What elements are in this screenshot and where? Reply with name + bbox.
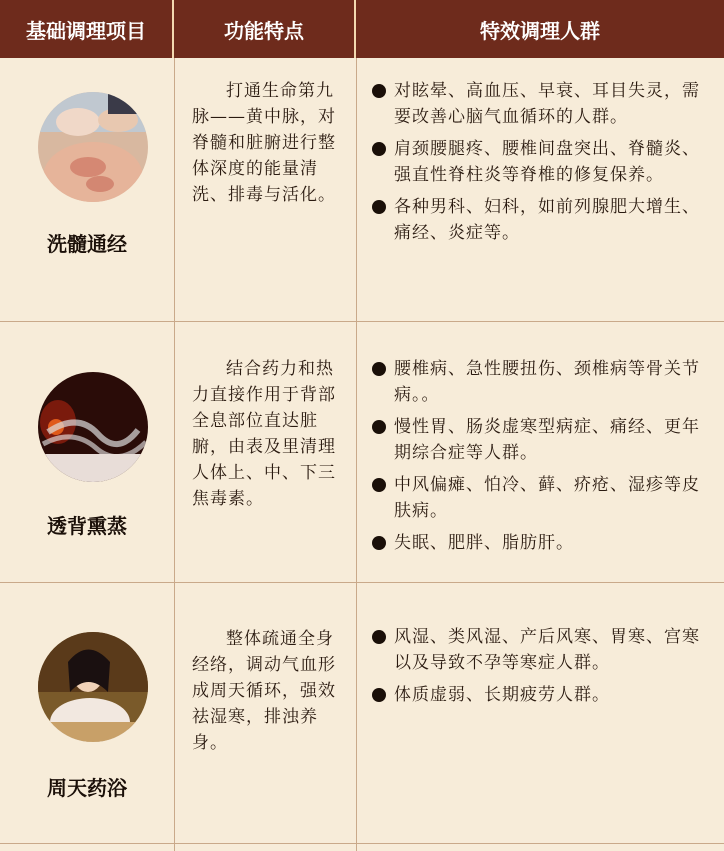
project-name: 周天药浴 <box>47 776 127 800</box>
bullet-icon <box>372 420 386 434</box>
bullet-icon <box>372 84 386 98</box>
header-function: 功能特点 <box>174 0 356 58</box>
massage-photo <box>38 92 148 202</box>
row-divider <box>0 582 724 583</box>
bullet-icon <box>372 478 386 492</box>
bullet-icon <box>372 630 386 644</box>
column-divider <box>174 58 175 851</box>
column-divider <box>356 58 357 851</box>
row-divider <box>0 843 724 844</box>
target-list <box>372 356 714 562</box>
header-project: 基础调理项目 <box>0 0 174 58</box>
herbal-bath-photo <box>38 632 148 742</box>
list-item: 各种男科、妇科，如前列腺肥大增生、痛经、炎症等。 <box>372 194 714 246</box>
target-list <box>372 624 714 714</box>
row-divider <box>0 321 724 322</box>
header-target-groups: 特效调理人群 <box>356 0 724 58</box>
fumigation-photo <box>38 372 148 482</box>
list-item: 失眠、肥胖、脂肪肝。 <box>372 530 714 556</box>
bullet-icon <box>372 142 386 156</box>
list-item: 肩颈腰腿疼、腰椎间盘突出、脊髓炎、强直性脊柱炎等脊椎的修复保养。 <box>372 136 714 188</box>
list-item: 对眩晕、高血压、早衰、耳目失灵，需要改善心脑气血循环的人群。 <box>372 78 714 130</box>
function-text: 结合药力和热力直接作用于背部全息部位直达脏腑，由表及里清理人体上、中、下三焦毒素。 <box>192 359 336 509</box>
bullet-icon <box>372 688 386 702</box>
function-text: 整体疏通全身经络，调动气血形成周天循环，强效祛湿寒，排浊养身。 <box>192 629 336 753</box>
project-name: 透背熏蒸 <box>47 514 127 538</box>
project-name: 洗髓通经 <box>47 232 127 256</box>
list-item: 腰椎病、急性腰扭伤、颈椎病等骨关节病。。 <box>372 356 714 408</box>
list-item: 体质虚弱、长期疲劳人群。 <box>372 682 714 708</box>
list-item: 中风偏瘫、怕冷、藓、疥疮、湿疹等皮肤病。 <box>372 472 714 524</box>
bullet-icon <box>372 200 386 214</box>
list-item: 慢性胃、肠炎虚寒型病症、痛经、更年期综合症等人群。 <box>372 414 714 466</box>
function-text: 打通生命第九脉——黄中脉，对脊髓和脏腑进行整体深度的能量清洗、排毒与活化。 <box>192 81 336 205</box>
target-list <box>372 78 714 252</box>
list-item: 风湿、类风湿、产后风寒、胃寒、宫寒以及导致不孕等寒症人群。 <box>372 624 714 676</box>
bullet-icon <box>372 362 386 376</box>
bullet-icon <box>372 536 386 550</box>
